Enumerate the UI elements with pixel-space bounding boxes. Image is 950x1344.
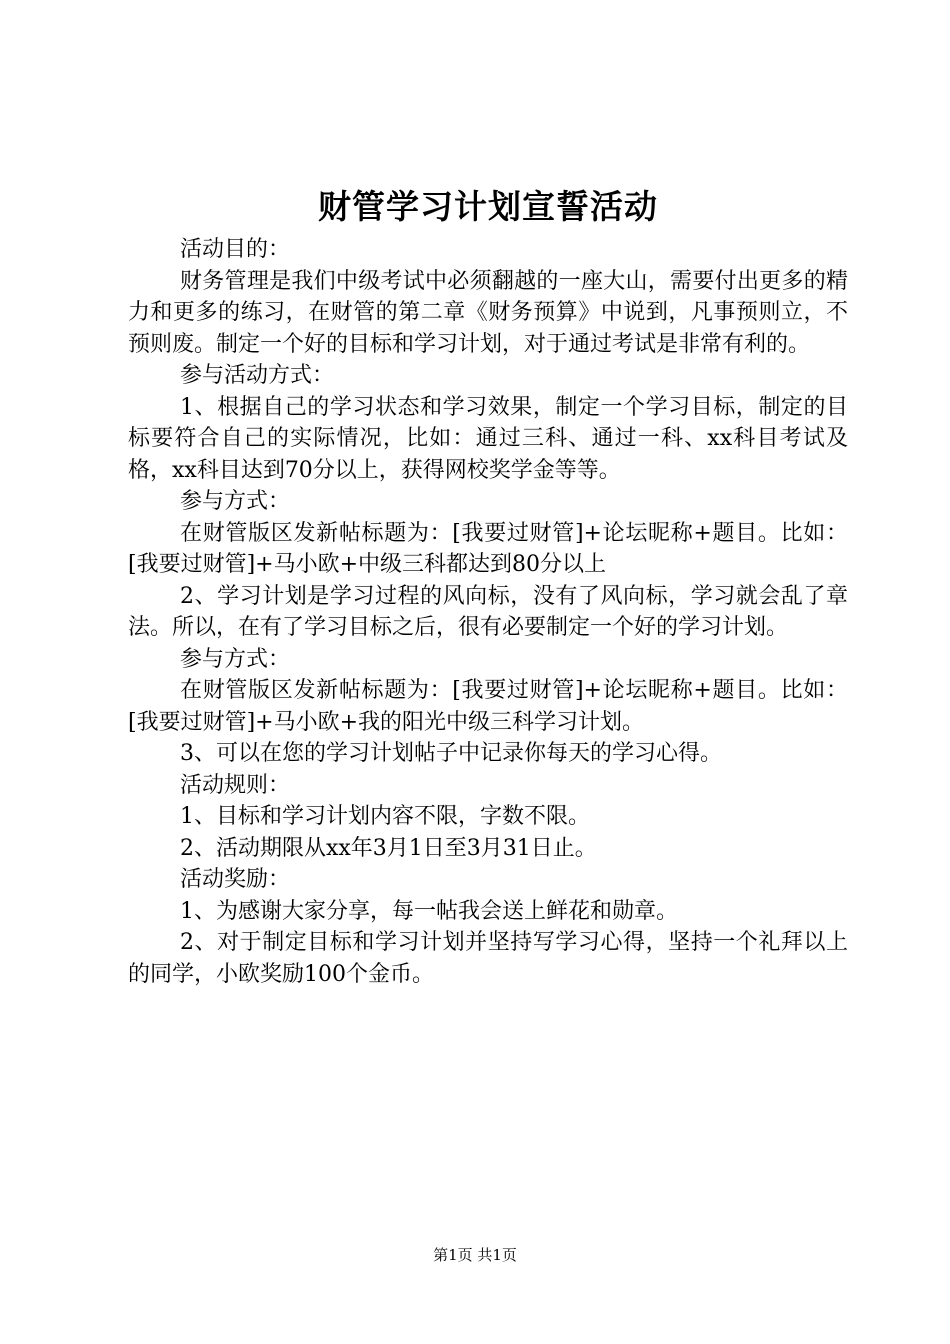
paragraph-activity-purpose-heading: 活动目的： bbox=[180, 237, 291, 262]
paragraph-method-2: 在财管版区发新帖标题为：[我要过财管]+论坛昵称+题目。比如：[我要过财管]+马小欧+我的阳光中级三科学习计划。 bbox=[128, 678, 848, 735]
paragraph-method-heading-2: 参与方式： bbox=[180, 646, 291, 672]
paragraph-method-1: 在财管版区发新帖标题为：[我要过财管]+论坛昵称+题目。比如：[我要过财管]+马小欧+中级三科都达到80分以上 bbox=[128, 520, 848, 577]
paragraph-rule-1: 1、目标和学习计划内容不限，字数不限。 bbox=[180, 804, 590, 829]
paragraph-rule-2: 2、活动期限从xx年3月1日至3月31日止。 bbox=[180, 835, 597, 861]
paragraph-item-1: 1、根据自己的学习状态和学习效果，制定一个学习目标，制定的目标要符合自己的实际情况，比如：通过三科、通过一科、xx科目考试及格，xx科目达到70分以上，获得网校奖学金等等。 bbox=[128, 394, 848, 483]
paragraph-method-heading-1: 参与方式： bbox=[180, 489, 291, 514]
paragraph-rules-heading: 活动规则： bbox=[180, 772, 291, 798]
document-page bbox=[128, 184, 848, 990]
document-body bbox=[128, 234, 848, 990]
paragraph-item-2: 2、学习计划是学习过程的风向标，没有了风向标，学习就会乱了章法。所以，在有了学习目标之后，很有必要制定一个好的学习计划。 bbox=[128, 583, 848, 640]
paragraph-reward-2: 2、对于制定目标和学习计划并坚持写学习心得，坚持一个礼拜以上的同学，小欧奖励100个金币。 bbox=[128, 930, 848, 987]
paragraph-reward-1: 1、为感谢大家分享，每一帖我会送上鲜花和勋章。 bbox=[180, 898, 678, 924]
document-title: 财管学习计划宣誓活动 bbox=[318, 187, 658, 226]
paragraph-activity-purpose: 财务管理是我们中级考试中必须翻越的一座大山，需要付出更多的精力和更多的练习，在财管的第二章《财务预算》中说到，凡事预则立，不预则废。制定一个好的目标和学习计划，对于通过考试是非常有利的。 bbox=[128, 268, 848, 357]
paragraph-item-3: 3、可以在您的学习计划帖子中记录你每天的学习心得。 bbox=[180, 741, 722, 766]
paragraph-participation-heading: 参与活动方式： bbox=[180, 363, 335, 388]
page-footer: 第1页 共1页 bbox=[433, 1246, 517, 1264]
paragraph-rewards-heading: 活动奖励： bbox=[180, 867, 291, 892]
